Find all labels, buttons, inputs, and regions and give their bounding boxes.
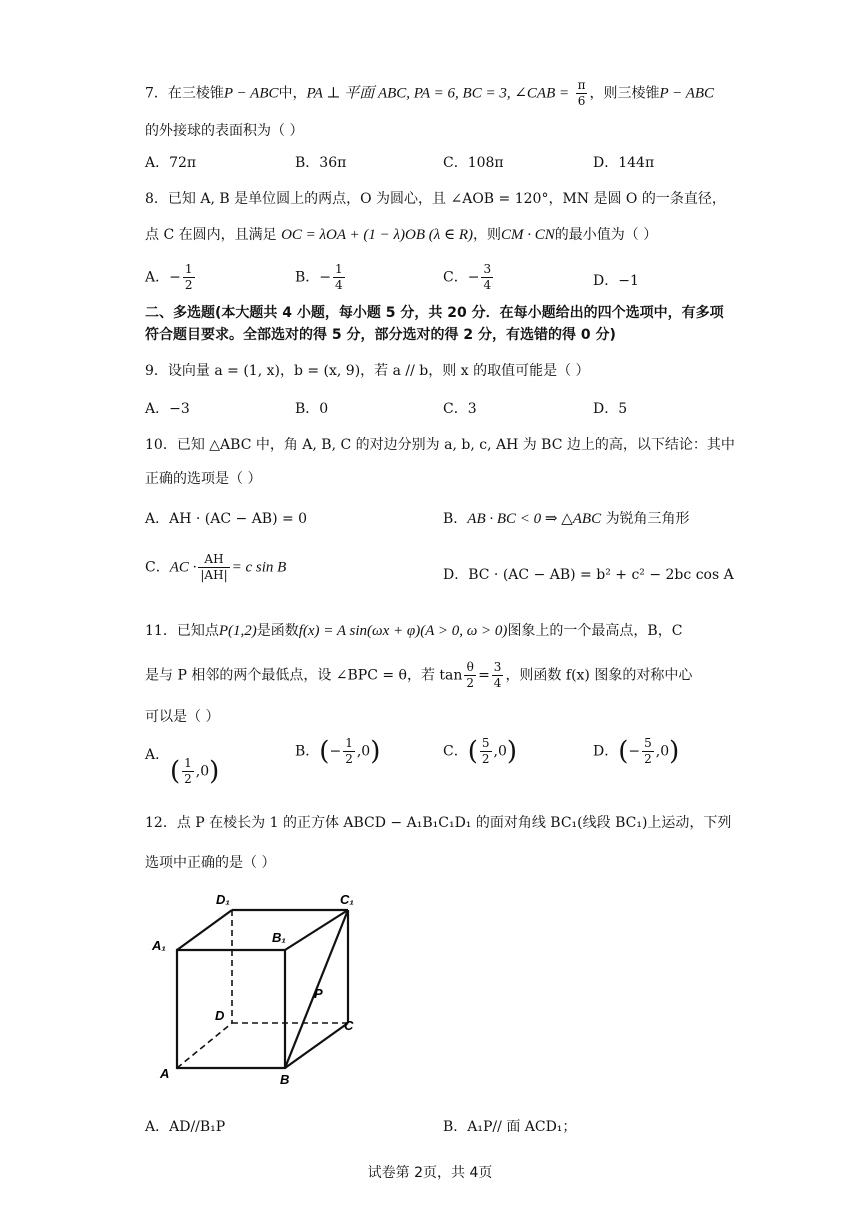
section-heading: 二、多选题(本大题共 4 小题，每小题 5 分，共 20 分．在每小题给出的四个选项中，有多项符合题目要求。全部选对的得 5 分，部分选对的得 2 分，有选错的得 0 分) [145,305,724,343]
q11-option-a: A． [145,747,170,763]
q9-option-d: D．5 [593,401,628,417]
label-b: B [280,1072,290,1087]
q7-text: 中， [278,85,307,102]
cube-edge [177,910,232,950]
q7-option-b: B．36π [295,155,347,171]
q7-line1 [145,78,714,109]
q10-line2: 正确的选项是（ ） [145,471,262,487]
q7-option-c: C．108π [443,155,504,171]
q12-option-b: B．A₁P// 面 ACD₁； [443,1119,577,1135]
hidden-edge [177,1023,232,1068]
label-c: C [344,1018,354,1033]
q7-frac: $\frac{\pi}{6}$ [577,78,586,108]
label-a: A [160,1066,170,1081]
label-p: P [314,986,323,1001]
q9-line1: 9．设向量 a = (1, x)，b = (x, 9)，若 a // b，则 x 的取值可能是（ ） [145,363,590,379]
q7-line2: 的外接球的表面积为（ ） [145,123,304,139]
q8-line1: 8．已知 A, B 是单位圆上的两点，O 为圆心，且 ∠AOB = 120°，MN 是圆 O 的一条直径， [145,191,726,207]
q8-option-b: B．− $\frac{1}{4}$ [295,262,343,292]
q11-option-b: B．(− $\frac{1}{2}$ ,0) [295,736,381,767]
q11-line1: 11．已知点P(1,2)是函数f(x) = A sin(ωx + φ)(A > 0, ω > 0)图象上的一个最高点，B，C [145,623,683,639]
q8-line2 [145,224,657,244]
q10-line1: 10．已知 △ABC 中，角 A, B, C 的对边分别为 a, b, c, AH 为 BC 边上的高，以下结论：其中 [145,437,735,453]
q8-option-d: D．−1 [593,273,639,289]
q10-option-c: C．AC · $\frac{AH}{|AH|}$ = c sin B [145,552,287,582]
q7-expr: P − ABC [659,85,715,102]
q7-expr: P − ABC [223,85,279,102]
q11-option-a-value: ( $\frac{1}{2}$ ,0) [170,756,220,787]
q7-option-a: A．72π [145,155,197,171]
q8-text: 的最小值为（ ） [554,227,658,243]
q8-text: 点 C 在圆内，且满足 [145,227,277,243]
q10-option-b: B．AB · BC < 0 ⇒ △ABC 为锐角三角形 [443,511,690,527]
q7-option-d: D．144π [593,155,655,171]
q8-option-a: A．− $\frac{1}{2}$ [145,262,193,292]
cube-edge [285,910,348,950]
label-a1: A₁ [152,938,166,953]
q8-option-c: C．− $\frac{3}{4}$ [443,262,492,292]
label-c1: C₁ [340,892,354,907]
label-d: D [215,1008,225,1023]
cube-figure [150,888,410,1088]
q11-line3: 可以是（ ） [145,709,220,725]
q8-expr: OC = λOA + (1 − λ)OB (λ ∈ R) [281,227,473,243]
q8-expr: CM · CN [501,227,555,243]
q9-option-b: B．0 [295,401,329,417]
q11-option-c: C．( $\frac{5}{2}$ ,0) [443,736,518,767]
q12-option-a: A．AD//B₁P [145,1119,226,1135]
label-b1: B₁ [272,930,286,945]
page-footer: 试卷第 2页，共 4页 [367,1165,493,1181]
cube-front-face [177,950,285,1068]
q9-option-c: C．3 [443,401,477,417]
q12-line1: 12．点 P 在棱长为 1 的正方体 ABCD − A₁B₁C₁D₁ 的面对角线 BC₁(线段 BC₁)上运动，下列 [145,815,732,831]
q10-option-d: D．BC · (AC − AB) = b² + c² − 2bc cos A [443,567,734,583]
q9-option-a: A．−3 [145,401,190,417]
q7-text: ，则三棱锥 [589,85,660,102]
q10-option-a: A．AH · (AC − AB) = 0 [145,511,308,527]
q7-expr: PA ⊥ 平面 ABC, PA = 6, BC = 3, ∠CAB = [306,85,570,102]
q8-text: ，则 [473,227,501,243]
q11-option-d: D．(− $\frac{5}{2}$ ,0) [593,736,680,767]
q7-text: 7．在三棱锥 [145,85,224,102]
label-d1: D₁ [216,892,230,907]
q11-line2: 是与 P 相邻的两个最低点，设 ∠BPC = θ，若 tan $\frac{\theta}{2}$ = $\frac{3}{4}$ ，则函数 f(x) 图象的对称中心 [145,660,693,690]
q12-line2: 选项中正确的是（ ） [145,855,276,871]
